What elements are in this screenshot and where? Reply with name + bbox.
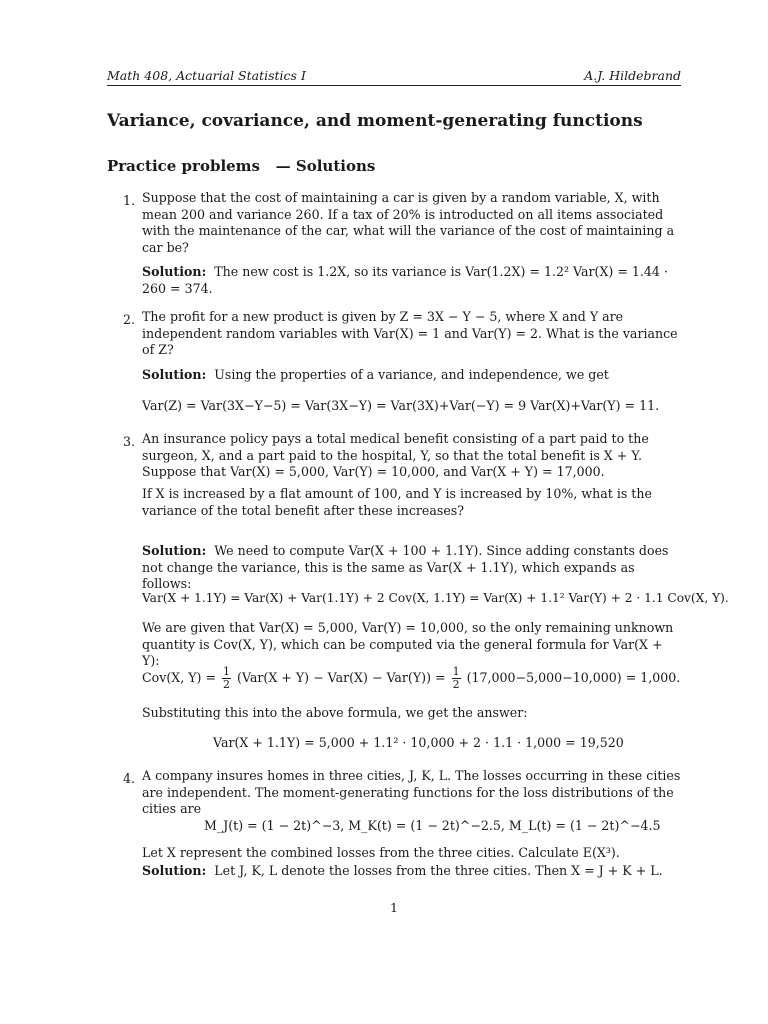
problem-number: 1.	[123, 193, 136, 208]
problem-question: An insurance policy pays a total medical benefit consisting of a part paid to the surgeon, X, and a part paid to the hospital, Y, so that the total benefit is X + Y. Suppose that Var(X) = 5,000, Var(Y) = 10,000, and Var(X + Y) = 17,000.	[142, 431, 649, 479]
fraction-numerator: 1	[223, 665, 231, 678]
covariance-equation	[142, 666, 680, 691]
answer-equation: Var(X + 1.1Y) = 5,000 + 1.1² · 10,000 + 2 · 1.1 · 1,000 = 19,520	[213, 735, 624, 750]
solution-text: Substituting this into the above formula, we get the answer:	[142, 705, 528, 720]
solution-label: Solution:	[142, 367, 207, 382]
section-heading: Practice problems — Solutions	[107, 157, 376, 175]
problem-question: The profit for a new product is given by Z = 3X − Y − 5, where X and Y are independent random variables with Var(X) = 1 and Var(Y) = 2. What is the variance of Z?	[142, 309, 678, 357]
problem-solution	[142, 863, 682, 880]
running-header	[107, 68, 681, 83]
problem-question: Suppose that the cost of maintaining a car is given by a random variable, X, with mean 200 and variance 260. If a tax of 20% is introducted on all items associated with the maintenance of the car, what will the variance of the cost of maintaining a car be?	[142, 190, 675, 255]
solution-text: We are given that Var(X) = 5,000, Var(Y) = 10,000, so the only remaining unknown quantity is Cov(X, Y), which can be computed via the general formula for Var(X + Y):	[142, 620, 674, 668]
problem-solution	[142, 367, 682, 384]
equation-part: (Var(X + Y) − Var(X) − Var(Y)) =	[237, 670, 446, 685]
author-name: A.J. Hildebrand	[584, 68, 681, 83]
problem-question: A company insures homes in three cities, J, K, L. The losses occurring in these cities are independent. The moment-generating functions for the loss distributions of the cities are	[142, 768, 681, 816]
solution-label: Solution:	[142, 543, 207, 558]
equation-part: Cov(X, Y) =	[142, 670, 217, 685]
equation-part: (17,000−5,000−10,000) = 1,000.	[466, 670, 681, 685]
solution-label: Solution:	[142, 264, 207, 279]
solution-label: Solution:	[142, 863, 207, 878]
problem-number: 3.	[123, 434, 136, 449]
problem-question-continued: If X is increased by a flat amount of 100, and Y is increased by 10%, what is the variance of the total benefit after these increases?	[142, 486, 652, 518]
fraction	[222, 666, 231, 691]
solution-text: We need to compute Var(X + 100 + 1.1Y). Since adding constants does not change the variance, this is the same as Var(X + 1.1Y), which expands as follows:	[142, 543, 669, 591]
problem-solution	[142, 543, 682, 593]
equation: Var(Z) = Var(3X−Y−5) = Var(3X−Y) = Var(3X)+Var(−Y) = 9 Var(X)+Var(Y) = 11.	[142, 398, 660, 413]
solution-text: Let J, K, L denote the losses from the three cities. Then X = J + K + L.	[214, 863, 663, 878]
equation: Var(X + 1.1Y) = Var(X) + Var(1.1Y) + 2 Cov(X, 1.1Y) = Var(X) + 1.1² Var(Y) + 2 · 1.1 Cov(X, Y).	[142, 591, 729, 605]
solution-text: Using the properties of a variance, and independence, we get	[214, 367, 609, 382]
fraction	[452, 666, 461, 691]
document-title: Variance, covariance, and moment-generating functions	[107, 111, 643, 131]
problem-solution	[142, 264, 682, 297]
page-number: 1	[390, 900, 398, 915]
problem-number: 4.	[123, 771, 136, 786]
fraction-denominator: 2	[223, 678, 231, 691]
problem-question-continued: Let X represent the combined losses from the three cities. Calculate E(X³).	[142, 845, 620, 860]
fraction-numerator: 1	[452, 665, 460, 678]
fraction-denominator: 2	[452, 678, 460, 691]
mgf-equation: M_J(t) = (1 − 2t)^−3, M_K(t) = (1 − 2t)^−2.5, M_L(t) = (1 − 2t)^−4.5	[204, 818, 661, 833]
problem-number: 2.	[123, 312, 136, 327]
solution-text: The new cost is 1.2X, so its variance is Var(1.2X) = 1.2² Var(X) = 1.44 · 260 = 374.	[142, 264, 668, 296]
header-rule	[107, 85, 681, 86]
course-title: Math 408, Actuarial Statistics I	[107, 68, 306, 83]
